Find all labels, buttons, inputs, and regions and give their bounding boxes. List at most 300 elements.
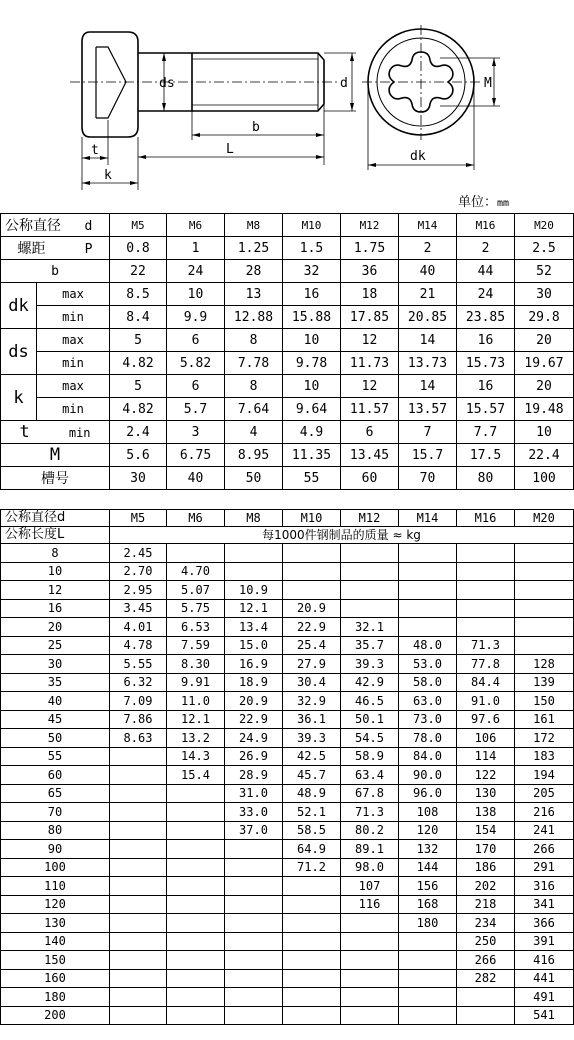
pitch-value: 1 <box>167 237 225 260</box>
mass-value: 37.0 <box>225 821 283 840</box>
socket-profile <box>96 47 126 118</box>
mass-value: 416 <box>515 951 574 970</box>
mass-value <box>399 988 457 1007</box>
mass-value: 107 <box>341 877 399 896</box>
label-dk: dk <box>410 149 426 164</box>
mass-value <box>110 932 167 951</box>
mass-value <box>283 544 341 563</box>
mass-value <box>399 951 457 970</box>
size-header: M10 <box>283 214 341 237</box>
M-value: 15.7 <box>399 444 457 467</box>
mass-value <box>167 544 225 563</box>
mass-value <box>457 581 515 600</box>
ds-label: ds <box>1 329 37 375</box>
b-value: 24 <box>167 260 225 283</box>
mass-value: 5.75 <box>167 599 225 618</box>
mass-value: 39.3 <box>341 655 399 674</box>
mass-value <box>457 988 515 1007</box>
mass-value: 22.9 <box>283 618 341 637</box>
mass-value: 3.45 <box>110 599 167 618</box>
mass-value: 5.55 <box>110 655 167 674</box>
mass-value <box>167 821 225 840</box>
mass-value: 391 <box>515 932 574 951</box>
b-value: 36 <box>341 260 399 283</box>
mass-value: 234 <box>457 914 515 933</box>
mass-value <box>399 599 457 618</box>
unit-label <box>458 191 509 210</box>
mass-row <box>1 544 574 563</box>
mass-value: 441 <box>515 969 574 988</box>
mass-row <box>1 618 574 637</box>
length-value: 30 <box>1 655 110 674</box>
mass-row <box>1 803 574 822</box>
pitch-value: 2 <box>457 237 515 260</box>
min-label: min <box>37 306 110 329</box>
t-min-label: min <box>68 426 91 440</box>
mass-value: 116 <box>341 895 399 914</box>
mass-value: 150 <box>515 692 574 711</box>
slot-value: 70 <box>399 467 457 490</box>
mass-value: 170 <box>457 840 515 859</box>
pitch-label: 螺距 <box>17 241 46 257</box>
mass-value <box>110 803 167 822</box>
k-max-value: 5 <box>110 375 167 398</box>
mass-value: 18.9 <box>225 673 283 692</box>
mass-value: 58.9 <box>341 747 399 766</box>
mass-value: 168 <box>399 895 457 914</box>
mass-value <box>110 766 167 785</box>
mass-value <box>110 784 167 803</box>
mass-value <box>225 544 283 563</box>
dk-min-value: 15.88 <box>283 306 341 329</box>
mass-value: 120 <box>399 821 457 840</box>
t-min-value: 10 <box>515 421 574 444</box>
mass-row <box>1 747 574 766</box>
length-value: 16 <box>1 599 110 618</box>
mass-value <box>110 895 167 914</box>
mass-value: 4.78 <box>110 636 167 655</box>
mass-value <box>225 932 283 951</box>
mass-value: 98.0 <box>341 858 399 877</box>
mass-value <box>283 581 341 600</box>
k-max-value: 16 <box>457 375 515 398</box>
mass-value: 4.01 <box>110 618 167 637</box>
mass-value: 114 <box>457 747 515 766</box>
mass-value <box>225 840 283 859</box>
mass-header-row-1 <box>1 510 574 527</box>
nominal-diameter-symbol: d <box>84 219 93 234</box>
mass-value: 6.53 <box>167 618 225 637</box>
mass-value: 5.07 <box>167 581 225 600</box>
size-header: M16 <box>457 510 515 527</box>
mass-value: 291 <box>515 858 574 877</box>
mass-value: 491 <box>515 988 574 1007</box>
slot-value: 100 <box>515 467 574 490</box>
slot-value: 40 <box>167 467 225 490</box>
mass-value <box>225 895 283 914</box>
mass-value: 183 <box>515 747 574 766</box>
mass-value: 20.9 <box>283 599 341 618</box>
mass-value: 71.2 <box>283 858 341 877</box>
size-header: M6 <box>167 510 225 527</box>
mass-value: 45.7 <box>283 766 341 785</box>
mass-value <box>167 932 225 951</box>
mass-value: 122 <box>457 766 515 785</box>
label-ds: ds <box>159 76 175 91</box>
mass-value: 32.1 <box>341 618 399 637</box>
t-min-value: 4.9 <box>283 421 341 444</box>
dk-max-value: 8.5 <box>110 283 167 306</box>
mass-value <box>167 988 225 1007</box>
mass-value <box>399 562 457 581</box>
label-d: d <box>340 76 348 91</box>
mass-value: 205 <box>515 784 574 803</box>
mass-value <box>515 562 574 581</box>
mass-value: 186 <box>457 858 515 877</box>
pitch-symbol: P <box>84 242 93 257</box>
ds-min-value: 19.67 <box>515 352 574 375</box>
mass-value: 84.0 <box>399 747 457 766</box>
dk-min-value: 29.8 <box>515 306 574 329</box>
mass-value <box>283 1006 341 1025</box>
mass-value: 25.4 <box>283 636 341 655</box>
mass-value <box>341 914 399 933</box>
slot-value: 50 <box>225 467 283 490</box>
mass-value <box>341 581 399 600</box>
mass-value <box>341 988 399 1007</box>
max-label: max <box>37 283 110 306</box>
k-max-value: 8 <box>225 375 283 398</box>
b-label: b <box>1 260 110 283</box>
length-value: 100 <box>1 858 110 877</box>
length-value: 12 <box>1 581 110 600</box>
mass-value <box>225 858 283 877</box>
mass-value <box>341 932 399 951</box>
mass-row <box>1 1006 574 1025</box>
mass-row <box>1 969 574 988</box>
mass-value <box>283 877 341 896</box>
mass-value: 194 <box>515 766 574 785</box>
k-max-value: 10 <box>283 375 341 398</box>
mass-value: 97.6 <box>457 710 515 729</box>
mass-value: 7.09 <box>110 692 167 711</box>
mass-value: 14.3 <box>167 747 225 766</box>
length-value: 20 <box>1 618 110 637</box>
ds-max-value: 6 <box>167 329 225 352</box>
mass-value <box>110 858 167 877</box>
mass-value <box>110 914 167 933</box>
mass-value: 42.9 <box>341 673 399 692</box>
ds-min-value: 15.73 <box>457 352 515 375</box>
mass-value: 7.59 <box>167 636 225 655</box>
mass-value: 16.9 <box>225 655 283 674</box>
mass-row <box>1 599 574 618</box>
ds-min-value: 4.82 <box>110 352 167 375</box>
k-max-value: 12 <box>341 375 399 398</box>
mass-value: 24.9 <box>225 729 283 748</box>
mass-value: 50.1 <box>341 710 399 729</box>
mass-value: 96.0 <box>399 784 457 803</box>
mass-value <box>283 951 341 970</box>
dk-max-row <box>1 283 574 306</box>
k-min-value: 15.57 <box>457 398 515 421</box>
ds-max-row <box>1 329 574 352</box>
M-value: 17.5 <box>457 444 515 467</box>
mass-value <box>110 988 167 1007</box>
mass-row <box>1 710 574 729</box>
mass-value: 26.9 <box>225 747 283 766</box>
mass-table <box>0 509 574 1025</box>
ds-min-value: 11.73 <box>341 352 399 375</box>
unit-value: mm <box>497 198 510 209</box>
pitch-value: 0.8 <box>110 237 167 260</box>
mass-value <box>167 969 225 988</box>
mass-value: 52.1 <box>283 803 341 822</box>
mass-value <box>167 1006 225 1025</box>
k-min-value: 19.48 <box>515 398 574 421</box>
M-value: 13.45 <box>341 444 399 467</box>
t-min-value: 4 <box>225 421 283 444</box>
mass-value: 48.9 <box>283 784 341 803</box>
M-value: 8.95 <box>225 444 283 467</box>
mass-value <box>225 877 283 896</box>
pitch-row <box>1 237 574 260</box>
slot-label: 槽号 <box>1 467 110 490</box>
mass-value: 78.0 <box>399 729 457 748</box>
mass-value <box>167 784 225 803</box>
mass-row <box>1 766 574 785</box>
dk-min-value: 23.85 <box>457 306 515 329</box>
ds-max-value: 10 <box>283 329 341 352</box>
dk-min-value: 9.9 <box>167 306 225 329</box>
mass-value: 71.3 <box>341 803 399 822</box>
ds-min-value: 7.78 <box>225 352 283 375</box>
mass-value <box>341 969 399 988</box>
mass-value <box>225 1006 283 1025</box>
mass-value: 202 <box>457 877 515 896</box>
length-value: 55 <box>1 747 110 766</box>
mass-value: 161 <box>515 710 574 729</box>
t-row <box>1 421 574 444</box>
mass-value <box>283 914 341 933</box>
mass-value <box>399 932 457 951</box>
ds-max-value: 14 <box>399 329 457 352</box>
size-header: M6 <box>167 214 225 237</box>
mass-value: 128 <box>515 655 574 674</box>
mass-value: 77.8 <box>457 655 515 674</box>
mass-value <box>399 581 457 600</box>
mass-value: 12.1 <box>167 710 225 729</box>
dk-min-value: 20.85 <box>399 306 457 329</box>
t-min-value: 6 <box>341 421 399 444</box>
mass-value: 36.1 <box>283 710 341 729</box>
mass-row <box>1 673 574 692</box>
size-header: M8 <box>225 510 283 527</box>
pitch-value: 1.5 <box>283 237 341 260</box>
mass-value <box>110 877 167 896</box>
mass-value <box>341 599 399 618</box>
mass-value <box>110 840 167 859</box>
mass-value: 172 <box>515 729 574 748</box>
dk-max-value: 13 <box>225 283 283 306</box>
mass-row <box>1 636 574 655</box>
screw-head-outline <box>82 32 138 137</box>
mass-value: 266 <box>457 951 515 970</box>
M-value: 6.75 <box>167 444 225 467</box>
mass-row <box>1 858 574 877</box>
label-b: b <box>252 120 260 135</box>
pitch-value: 1.25 <box>225 237 283 260</box>
mass-value <box>225 951 283 970</box>
mass-value: 11.0 <box>167 692 225 711</box>
ds-min-value: 9.78 <box>283 352 341 375</box>
t-min-value: 7 <box>399 421 457 444</box>
mass-value: 144 <box>399 858 457 877</box>
dk-max-value: 10 <box>167 283 225 306</box>
ds-min-value: 13.73 <box>399 352 457 375</box>
pitch-value: 2.5 <box>515 237 574 260</box>
k-max-value: 20 <box>515 375 574 398</box>
mass-value: 39.3 <box>283 729 341 748</box>
length-value: 180 <box>1 988 110 1007</box>
t-min-value: 7.7 <box>457 421 515 444</box>
mass-row <box>1 877 574 896</box>
mass-value: 9.91 <box>167 673 225 692</box>
mass-value <box>225 914 283 933</box>
mass-value <box>283 988 341 1007</box>
max-label: max <box>37 375 110 398</box>
mass-note: 每1000件钢制品的质量 ≈ kg <box>110 527 574 544</box>
length-value: 200 <box>1 1006 110 1025</box>
dk-min-value: 17.85 <box>341 306 399 329</box>
mass-value <box>515 636 574 655</box>
mass-value <box>341 1006 399 1025</box>
length-value: 150 <box>1 951 110 970</box>
b-value: 52 <box>515 260 574 283</box>
size-header: M14 <box>399 510 457 527</box>
mass-value: 282 <box>457 969 515 988</box>
mass-value <box>225 988 283 1007</box>
length-value: 8 <box>1 544 110 563</box>
mass-value: 216 <box>515 803 574 822</box>
k-min-value: 13.57 <box>399 398 457 421</box>
mass-value: 156 <box>399 877 457 896</box>
size-header: M8 <box>225 214 283 237</box>
mass-value <box>399 618 457 637</box>
slot-value: 80 <box>457 467 515 490</box>
unit-prefix: 单位： <box>458 195 498 210</box>
label-L: L <box>226 142 234 157</box>
k-min-value: 9.64 <box>283 398 341 421</box>
mass-value: 32.9 <box>283 692 341 711</box>
M-value: 11.35 <box>283 444 341 467</box>
mass-value <box>515 618 574 637</box>
mass-value: 4.70 <box>167 562 225 581</box>
dk-max-value: 16 <box>283 283 341 306</box>
b-value: 32 <box>283 260 341 283</box>
length-value: 70 <box>1 803 110 822</box>
mass-value: 46.5 <box>341 692 399 711</box>
mass-value: 91.0 <box>457 692 515 711</box>
mass-value: 53.0 <box>399 655 457 674</box>
k-label: k <box>1 375 37 421</box>
k-min-value: 5.7 <box>167 398 225 421</box>
mass-value: 63.0 <box>399 692 457 711</box>
mass-value: 2.45 <box>110 544 167 563</box>
mass-value: 108 <box>399 803 457 822</box>
mass-value <box>515 599 574 618</box>
label-M: M <box>484 76 492 91</box>
mass-value <box>110 969 167 988</box>
mass-value: 250 <box>457 932 515 951</box>
size-header: M12 <box>341 510 399 527</box>
size-header: M5 <box>110 214 167 237</box>
mass-value: 31.0 <box>225 784 283 803</box>
mass-value <box>283 562 341 581</box>
mass-value <box>457 544 515 563</box>
mass-value: 366 <box>515 914 574 933</box>
mass-value: 316 <box>515 877 574 896</box>
mass-value: 13.2 <box>167 729 225 748</box>
b-row <box>1 260 574 283</box>
nominal-length-label: 公称长度L <box>1 527 110 544</box>
mass-row <box>1 581 574 600</box>
mass-value <box>283 932 341 951</box>
mass-value: 35.7 <box>341 636 399 655</box>
dk-max-value: 21 <box>399 283 457 306</box>
mass-value: 33.0 <box>225 803 283 822</box>
length-value: 10 <box>1 562 110 581</box>
k-max-value: 6 <box>167 375 225 398</box>
mass-value <box>225 562 283 581</box>
pitch-value: 2 <box>399 237 457 260</box>
pitch-value: 1.75 <box>341 237 399 260</box>
mass-value: 20.9 <box>225 692 283 711</box>
mass-value: 154 <box>457 821 515 840</box>
mass-row <box>1 692 574 711</box>
mass-value <box>167 914 225 933</box>
length-value: 120 <box>1 895 110 914</box>
mass-value <box>110 951 167 970</box>
size-header: M14 <box>399 214 457 237</box>
M-label: M <box>1 444 110 467</box>
mass-value: 71.3 <box>457 636 515 655</box>
mass-value <box>167 877 225 896</box>
dk-label: dk <box>1 283 37 329</box>
M-value: 5.6 <box>110 444 167 467</box>
mass-value: 10.9 <box>225 581 283 600</box>
b-value: 22 <box>110 260 167 283</box>
dk-max-value: 18 <box>341 283 399 306</box>
mass-value: 139 <box>515 673 574 692</box>
mass-value: 241 <box>515 821 574 840</box>
mass-row <box>1 932 574 951</box>
dk-max-value: 30 <box>515 283 574 306</box>
mass-value <box>341 544 399 563</box>
mass-value: 58.0 <box>399 673 457 692</box>
mass-row <box>1 729 574 748</box>
mass-value <box>110 1006 167 1025</box>
mass-value: 138 <box>457 803 515 822</box>
mass-value <box>167 895 225 914</box>
mass-value <box>110 747 167 766</box>
mass-value: 27.9 <box>283 655 341 674</box>
size-header: M10 <box>283 510 341 527</box>
mass-value <box>167 840 225 859</box>
min-label: min <box>37 352 110 375</box>
mass-value: 84.4 <box>457 673 515 692</box>
mass-row <box>1 951 574 970</box>
